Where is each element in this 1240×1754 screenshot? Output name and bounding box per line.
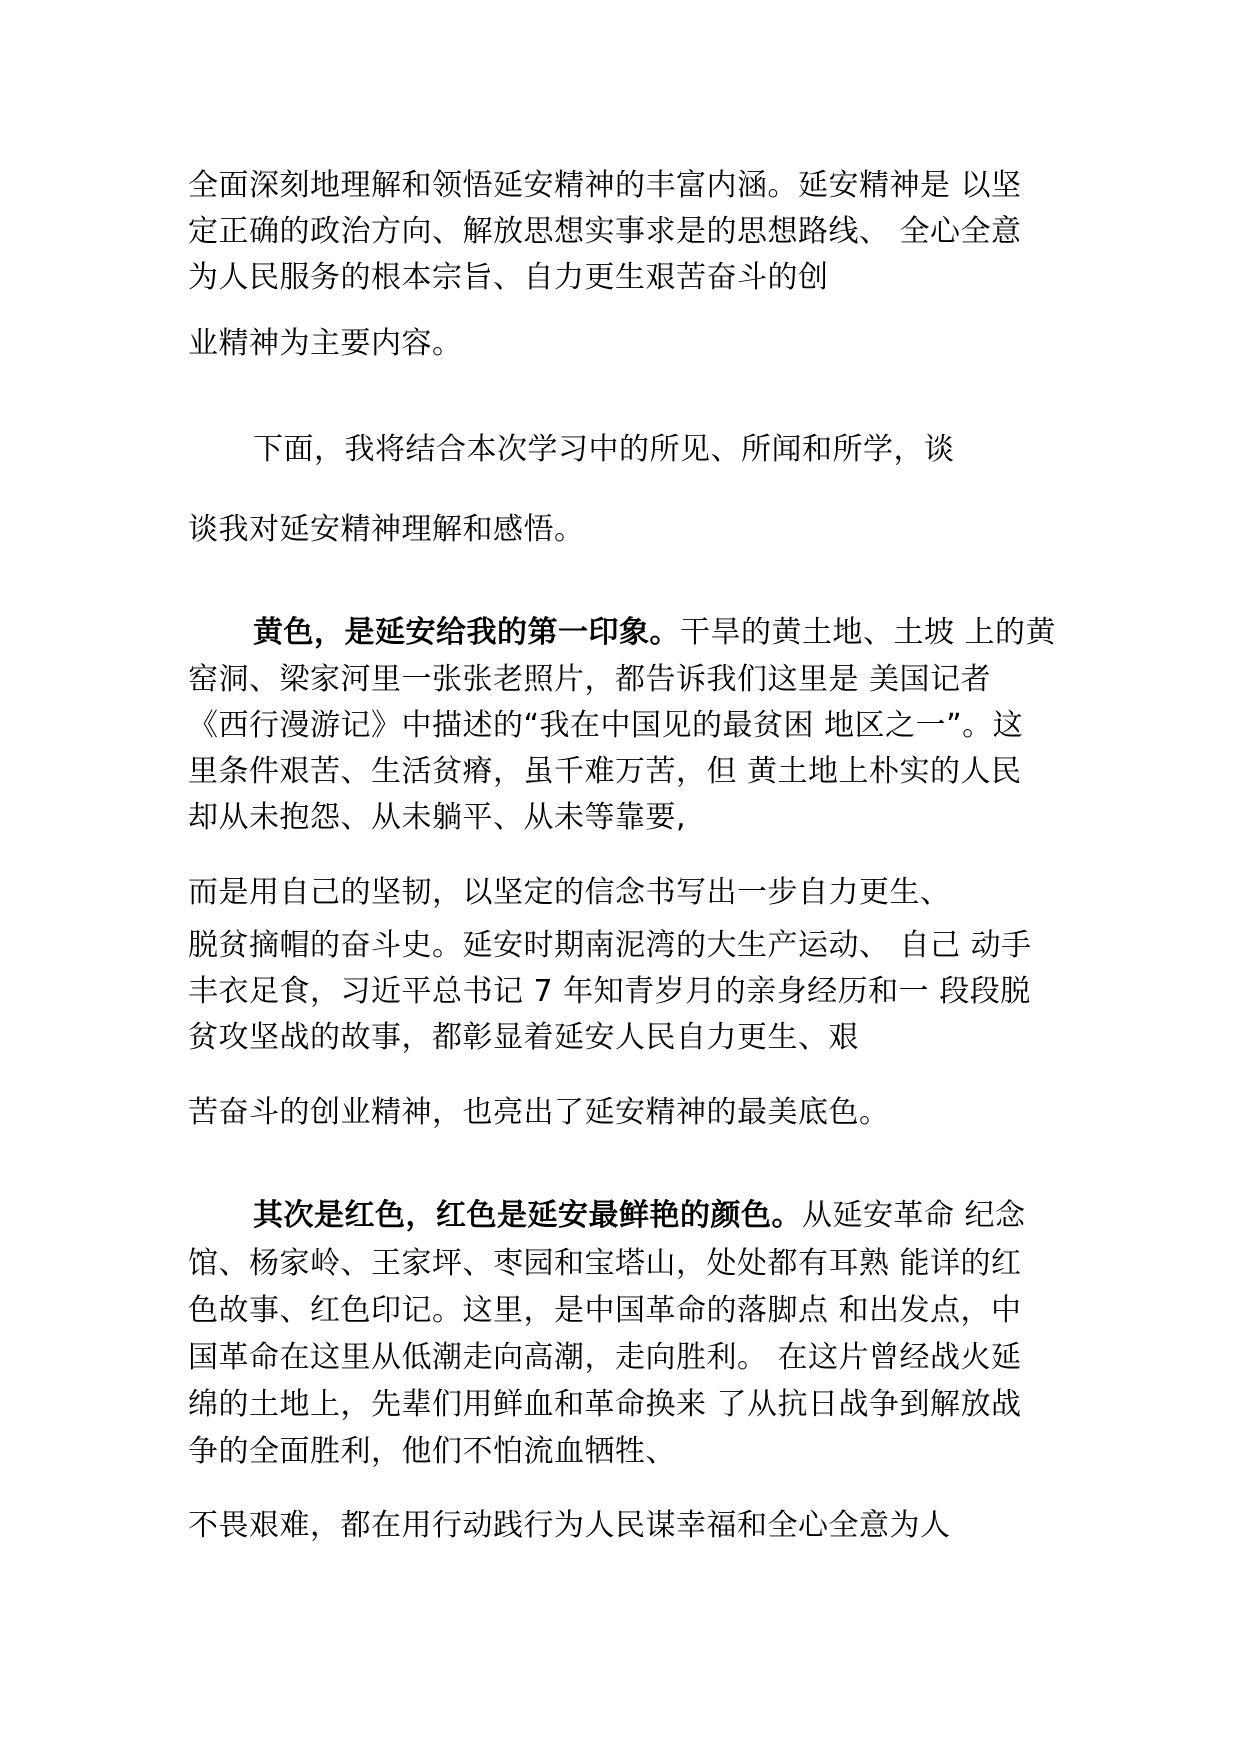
text-line-6: 谈我对延安精神理解和感悟。 bbox=[188, 512, 585, 547]
text-line-4: 业精神为主要内容。 bbox=[188, 326, 463, 361]
text-line-9: 《西行漫游记》中描述的“我在中国见的最贫困 地区之一”。这 bbox=[188, 708, 1024, 743]
text-line-20: 国革命在这里从低潮走向高潮，走向胜利。 在这片曾经战火延 bbox=[188, 1340, 1022, 1375]
text-line-11: 却从未抱怨、从未躺平、从未等靠要, bbox=[188, 800, 687, 835]
text-line-21: 绵的土地上，先辈们用鲜血和革命换来 了从抗日战争到解放战 bbox=[188, 1387, 1022, 1422]
section-heading-red: 其次是红色，红色是延安最鲜艳的颜色。 bbox=[253, 1198, 802, 1233]
text-line-3: 为人民服务的根本宗旨、自力更生艰苦奋斗的创 bbox=[188, 260, 829, 295]
text-line-16: 苦奋斗的创业精神，也亮出了延安精神的最美底色。 bbox=[188, 1095, 890, 1130]
text-line-18: 馆、杨家岭、王家坪、枣园和宝塔山，处处都有耳熟 能详的红 bbox=[188, 1246, 1022, 1281]
text-line-10: 里条件艰苦、生活贫瘠，虽千难万苦，但 黄土地上朴实的人民 bbox=[188, 754, 1022, 789]
text-line-22: 争的全面胜利，他们不怕流血牺牲、 bbox=[188, 1434, 676, 1469]
text-line-7 bbox=[253, 613, 1056, 653]
text-line-15: 贫攻坚战的故事，都彰显着延安人民自力更生、艰 bbox=[188, 1020, 859, 1055]
text-line-8: 窑洞、梁家河里一张张老照片，都告诉我们这里是 美国记者 bbox=[188, 662, 992, 697]
text-line-2: 定正确的政治方向、解放思想实事求是的思想路线、 全心全意 bbox=[188, 214, 1022, 249]
text-line-17 bbox=[253, 1196, 1026, 1236]
text-line-13: 脱贫摘帽的奋斗史。延安时期南泥湾的大生产运动、 自己 动手 bbox=[188, 928, 1032, 963]
section-heading-yellow: 黄色，是延安给我的第一印象。 bbox=[253, 615, 680, 650]
text-line-12: 而是用自己的坚韧，以坚定的信念书写出一步自力更生、 bbox=[188, 875, 951, 910]
text-line-7-rest: 干旱的黄土地、土坡 上的黄 bbox=[680, 615, 1057, 650]
text-line-5: 下面，我将结合本次学习中的所见、所闻和所学，谈 bbox=[253, 432, 955, 467]
text-line-17-rest: 从延安革命 纪念 bbox=[802, 1198, 1026, 1233]
text-line-1: 全面深刻地理解和领悟延安精神的丰富内涵。延安精神是 以坚 bbox=[188, 168, 1022, 203]
text-line-23: 不畏艰难，都在用行动践行为人民谋幸福和全心全意为人 bbox=[188, 1508, 951, 1543]
text-line-19: 色故事、红色印记。这里，是中国革命的落脚点 和出发点，中 bbox=[188, 1293, 1022, 1328]
text-line-14: 丰衣足食，习近平总书记 7 年知青岁月的亲身经历和一 段段脱 bbox=[188, 974, 1031, 1009]
